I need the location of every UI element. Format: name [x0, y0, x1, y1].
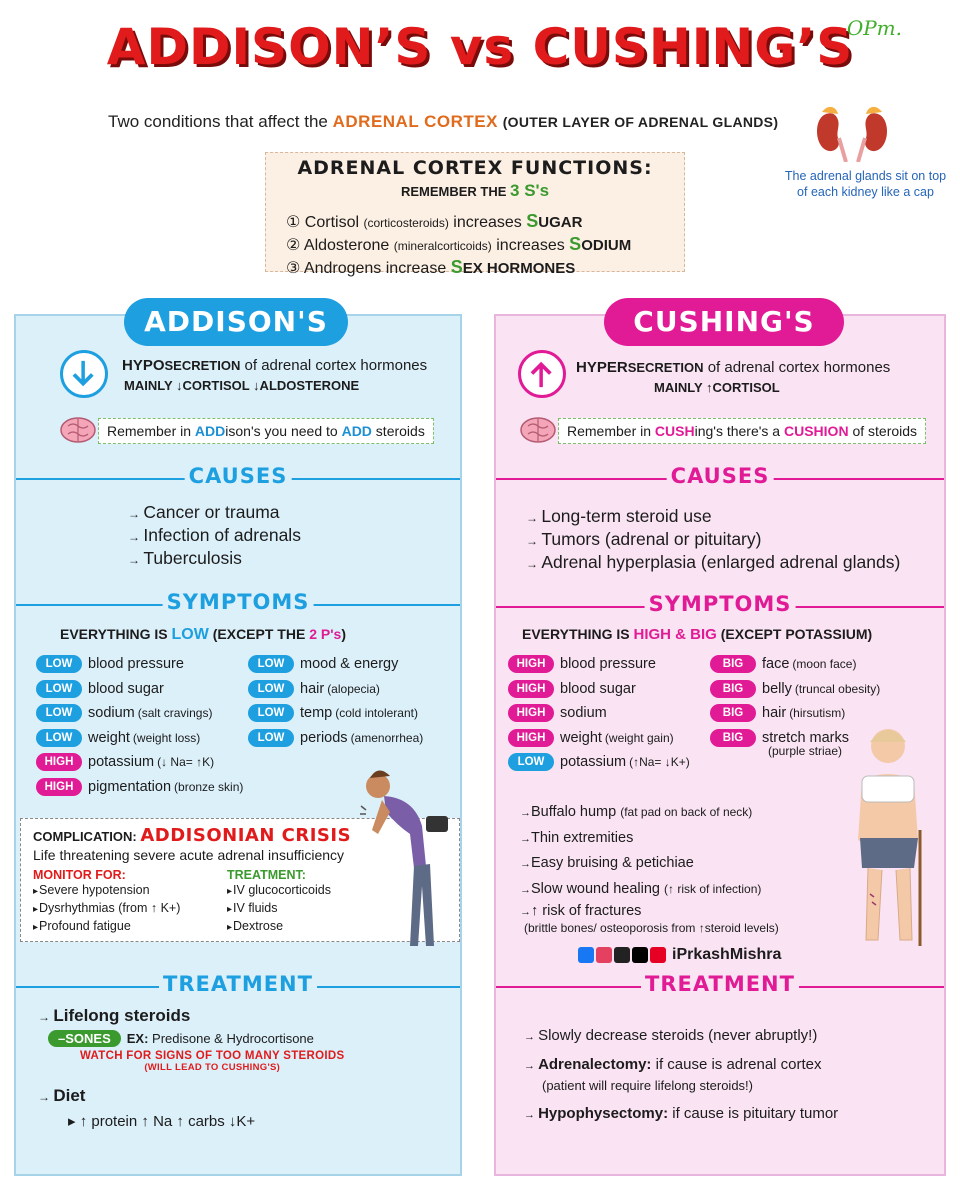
symptom-row: BIG hair (hirsutism) — [710, 701, 880, 726]
kidney-icon — [812, 100, 892, 162]
x-icon[interactable] — [632, 947, 648, 963]
symptom-row: HIGH blood pressure — [508, 652, 690, 677]
symptom-row: LOW periods (amenorrhea) — [248, 726, 423, 751]
addison-symptoms-right — [248, 652, 423, 750]
function-item: ① Cortisol (corticosteroids) increases SUGAR — [286, 211, 583, 231]
symptom-row: LOW blood pressure — [36, 652, 243, 677]
list-item: → Tuberculosis — [128, 548, 301, 571]
addison-title: ADDISON'S — [124, 298, 348, 346]
cushing-symptoms-left — [508, 652, 690, 775]
symptom-row: BIG belly (truncal obesity) — [710, 677, 880, 702]
list-item: → ↑ risk of fractures (brittle bones/ osteoporosis from ↑steroid levels) — [520, 902, 779, 935]
list-item: → Slowly decrease steroids (never abruptly!) — [524, 1026, 838, 1047]
diet-line: ▸ ↑ protein ↑ Na ↑ carbs ↓K+ — [68, 1113, 256, 1130]
list-item: → Hypophysectomy: if cause is pituitary tumor — [524, 1104, 838, 1125]
symptom-row: LOW hair (alopecia) — [248, 677, 423, 702]
symptom-row: HIGH pigmentation (bronze skin) — [36, 775, 243, 800]
addison-causes-list — [128, 502, 301, 571]
functions-heading: ADRENAL CORTEX FUNCTIONS: — [297, 157, 653, 179]
arrow-down-icon — [60, 350, 108, 398]
page-title: ADDISON’S vs CUSHING’S — [106, 18, 854, 76]
arrow-up-icon — [518, 350, 566, 398]
sones-badge: –SONES — [48, 1030, 121, 1047]
symptom-row: LOW temp (cold intolerant) — [248, 701, 423, 726]
addison-causes-heading: CAUSES — [16, 466, 460, 490]
cushing-person-illustration — [848, 720, 932, 950]
symptom-row: BIG face (moon face) — [710, 652, 880, 677]
symptom-row: LOW potassium (↑Na= ↓K+) — [508, 750, 690, 775]
addison-mnemonic: Remember in ADDison's you need to ADD steroids — [98, 418, 434, 444]
crisis-treatment-list: TREATMENT: ▸ IV glucocorticoids ▸ IV fluids ▸ Dextrose — [227, 868, 331, 936]
symptom-row: LOW sodium (salt cravings) — [36, 701, 243, 726]
list-item: → Infection of adrenals — [128, 525, 301, 548]
cushing-title: CUSHING'S — [604, 298, 844, 346]
social-handle[interactable]: iPrkashMishra — [578, 946, 781, 964]
remember-3s: REMEMBER THE 3 S's — [400, 181, 550, 200]
cushing-symptoms-heading: SYMPTOMS — [496, 594, 944, 618]
addison-panel — [14, 305, 462, 1176]
list-item: → Thin extremities — [520, 826, 779, 852]
cushing-mnemonic: Remember in CUSHing's there's a CUSHION of steroids — [558, 418, 926, 444]
stretch-marks-note: (purple striae) — [768, 744, 843, 758]
symptom-row: LOW mood & energy — [248, 652, 423, 677]
addison-secretion: HYPOSECRETION of adrenal cortex hormones MAINLY ↓CORTISOL ↓ALDOSTERONE — [122, 357, 428, 393]
list-item: → Adrenalectomy: if cause is adrenal cortex (patient will require lifelong steroids!) — [524, 1055, 838, 1096]
pinterest-icon[interactable] — [650, 947, 666, 963]
symptom-row: LOW weight (weight loss) — [36, 726, 243, 751]
adrenal-cortex-accent: ADRENAL CORTEX — [332, 112, 498, 131]
facebook-icon[interactable] — [578, 947, 594, 963]
cushing-causes-heading: CAUSES — [496, 466, 944, 490]
addison-symptoms-heading: SYMPTOMS — [16, 592, 460, 616]
symptom-row: HIGH weight (weight gain) — [508, 726, 690, 751]
cushing-secretion: HYPERSECRETION of adrenal cortex hormones MAINLY ↑CORTISOL — [576, 359, 891, 395]
list-item: → Buffalo hump (fat pad on back of neck) — [520, 800, 779, 826]
cushing-treatment-list — [524, 1026, 838, 1133]
addisonian-crisis-box: COMPLICATION: ADDISONIAN CRISIS Life threatening severe acute adrenal insufficiency MONITOR FOR: ▸ Severe hypotension ▸ Dysrhythmias (from ↑ K+) ▸ Profound fatigue TREATMENT: ▸ IV glucocorticoids ▸ IV fluids ▸ Dextrose — [20, 818, 460, 942]
brain-icon — [58, 414, 98, 446]
symptom-row: HIGH blood sugar — [508, 677, 690, 702]
steroid-warning: WATCH FOR SIGNS OF TOO MANY STEROIDS (WILL LEAD TO CUSHING'S) — [80, 1050, 345, 1073]
list-item: → Tumors (adrenal or pituitary) — [526, 529, 900, 552]
symptom-row: HIGH sodium — [508, 701, 690, 726]
diet-heading: → Diet — [38, 1086, 85, 1106]
addison-treatment-heading: TREATMENT — [16, 974, 460, 998]
cushing-panel — [494, 305, 946, 1176]
cushing-everything-high: EVERYTHING IS HIGH & BIG (EXCEPT POTASSIUM) — [522, 626, 873, 643]
symptom-row: HIGH potassium (↓ Na= ↑K) — [36, 750, 243, 775]
symptom-row: BIG stretch marks — [710, 726, 880, 751]
list-item: → Cancer or trauma — [128, 502, 301, 525]
cushing-causes-list — [526, 506, 900, 575]
monitor-for-list: MONITOR FOR: ▸ Severe hypotension ▸ Dysrhythmias (from ↑ K+) ▸ Profound fatigue — [33, 868, 227, 936]
cushing-treatment-heading: TREATMENT — [496, 974, 944, 998]
intro-line: Two conditions that affect the ADRENAL CORTEX (OUTER LAYER OF ADRENAL GLANDS) — [108, 112, 779, 131]
list-item: → Long-term steroid use — [526, 506, 900, 529]
list-item: → Slow wound healing (↑ risk of infection) — [520, 877, 779, 903]
fatigued-person-illustration — [356, 756, 456, 956]
cushing-extra-symptoms — [520, 800, 779, 935]
function-item: ③ Androgens increase SEX HORMONES — [286, 257, 576, 277]
brain-icon — [518, 414, 558, 446]
list-item: → Easy bruising & petichiae — [520, 851, 779, 877]
list-item: → Adrenal hyperplasia (enlarged adrenal glands) — [526, 552, 900, 575]
addison-everything-low: EVERYTHING IS LOW (EXCEPT THE 2 P's) — [60, 626, 347, 643]
addison-symptoms-left — [36, 652, 243, 799]
symptom-row: LOW blood sugar — [36, 677, 243, 702]
function-item: ② Aldosterone (mineralcorticoids) increases SODIUM — [286, 234, 632, 254]
instagram-icon[interactable] — [596, 947, 612, 963]
adrenal-functions-box — [265, 152, 685, 277]
functions-list — [286, 211, 670, 279]
addison-treatment: → Lifelong steroids –SONES EX: Predisone & Hydrocortisone — [38, 1006, 314, 1048]
kidney-note: The adrenal glands sit on top of each kidney like a cap — [784, 169, 947, 199]
author-signature: OPm. — [846, 16, 902, 40]
threads-icon[interactable] — [614, 947, 630, 963]
